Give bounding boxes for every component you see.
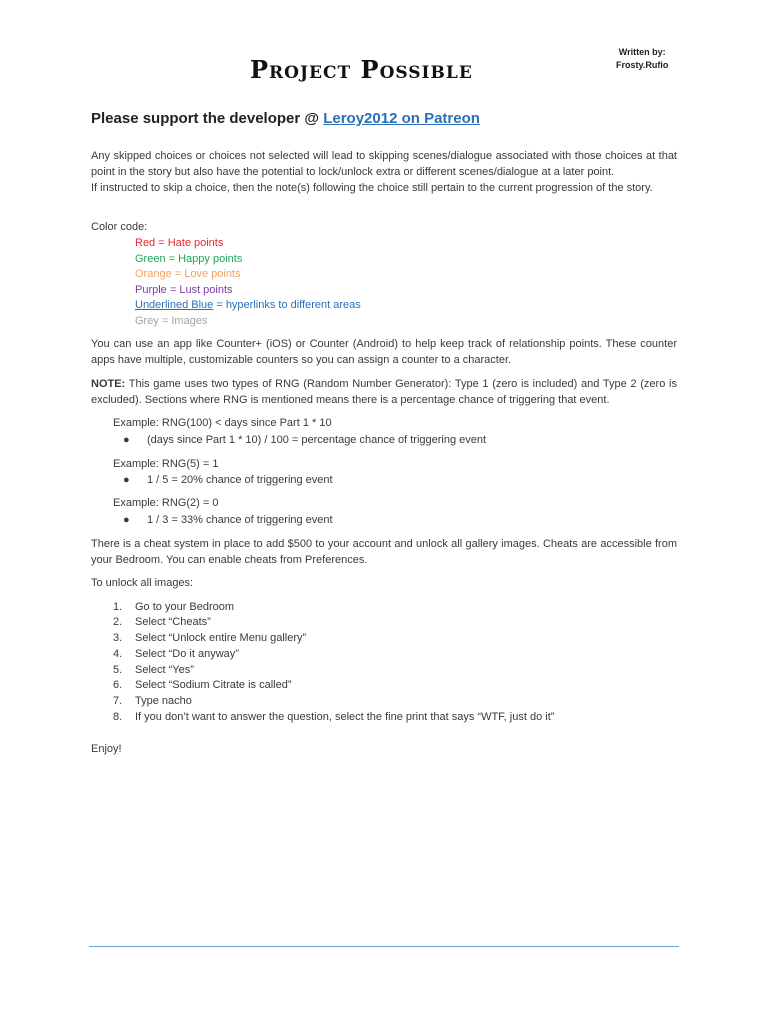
support-heading [91, 109, 480, 129]
color-code-grey: Grey = Images [135, 315, 208, 327]
color-code-orange: Orange = Love points [135, 268, 241, 280]
footer-divider [89, 946, 679, 947]
step-text: Select “Yes” [135, 664, 194, 676]
intro-paragraph-1: Any skipped choices or choices not selected will lead to skipping scenes/dialogue associated with those choices at that point in the story but also have the potential to lock/unlock extra or different scenes/dialogue at a later point. [91, 150, 677, 178]
step-text: If you don’t want to answer the question, select the fine print that says “WTF, just do it” [135, 711, 555, 723]
color-code-purple: Purple = Lust points [135, 284, 233, 296]
step-text: Select “Cheats” [135, 616, 211, 628]
example-1-bullet [123, 432, 486, 448]
bullet-icon: ● [123, 434, 130, 446]
example-2-title: Example: RNG(5) = 1 [113, 458, 219, 470]
color-code-blue-text: = hyperlinks to different areas [213, 299, 361, 311]
step-text: Select “Unlock entire Menu gallery” [135, 632, 307, 644]
step-number: 3. [113, 632, 123, 644]
example-3-title: Example: RNG(2) = 0 [113, 497, 219, 509]
underlined-blue-link[interactable]: Underlined Blue [135, 299, 214, 311]
note-text: This game uses two types of RNG (Random Number Generator): Type 1 (zero is included) and Type 2 (zero is excluded). Sections where RNG is mentioned means there is a percentage chance of triggering that event. [91, 378, 677, 406]
step-number: 2. [113, 616, 123, 628]
color-code-blue [135, 297, 361, 313]
example-3-bullet [123, 512, 333, 528]
step-8 [113, 709, 554, 725]
step-5 [113, 662, 194, 678]
example-2-bullet-text: 1 / 5 = 20% chance of triggering event [147, 474, 333, 486]
cheat-paragraph: There is a cheat system in place to add $500 to your account and unlock all gallery images. Cheats are accessible from your Bedroom. You can enable cheats from Preferences. [91, 538, 677, 566]
step-text: Type nacho [135, 695, 192, 707]
bullet-icon: ● [123, 514, 130, 526]
step-7 [113, 693, 192, 709]
example-1-bullet-text: (days since Part 1 * 10) / 100 = percentage chance of triggering event [147, 434, 487, 446]
patreon-link[interactable]: Leroy2012 on Patreon [323, 110, 480, 127]
step-text: Select “Do it anyway” [135, 648, 239, 660]
intro-paragraph-2: If instructed to skip a choice, then the note(s) following the choice still pertain to the current progression of the story. [91, 182, 653, 194]
step-number: 1. [113, 601, 123, 613]
color-code-green: Green = Happy points [135, 253, 243, 265]
author-credit [616, 46, 668, 72]
step-3 [113, 630, 306, 646]
step-2 [113, 614, 211, 630]
step-text: Select “Sodium Citrate is called” [135, 679, 292, 691]
example-2-bullet [123, 472, 333, 488]
closing-text: Enjoy! [91, 743, 122, 755]
step-text: Go to your Bedroom [135, 601, 235, 613]
document-title: Project Possible [250, 55, 473, 84]
example-1-title: Example: RNG(100) < days since Part 1 * 10 [113, 417, 332, 429]
note-label: NOTE: [91, 378, 126, 390]
step-4 [113, 646, 239, 662]
support-prefix: Please support the developer @ [91, 110, 324, 127]
unlock-title: To unlock all images: [91, 577, 194, 589]
step-number: 6. [113, 679, 123, 691]
author-label: Written by: [618, 47, 666, 57]
step-number: 4. [113, 648, 123, 660]
step-number: 5. [113, 664, 123, 676]
counter-app-paragraph: You can use an app like Counter+ (iOS) or Counter (Android) to help keep track of relationship points. These counter apps have multiple, customizable counters so you can assign a counter to a character. [91, 338, 677, 366]
example-3-bullet-text: 1 / 3 = 33% chance of triggering event [147, 514, 333, 526]
color-code-red: Red = Hate points [135, 237, 224, 249]
step-number: 8. [113, 711, 123, 723]
color-code-label: Color code: [91, 221, 148, 233]
step-6 [113, 677, 292, 693]
step-1 [113, 599, 234, 615]
author-name: Frosty.Rufio [616, 60, 669, 70]
step-number: 7. [113, 695, 123, 707]
note-paragraph [91, 376, 677, 408]
bullet-icon: ● [123, 474, 130, 486]
